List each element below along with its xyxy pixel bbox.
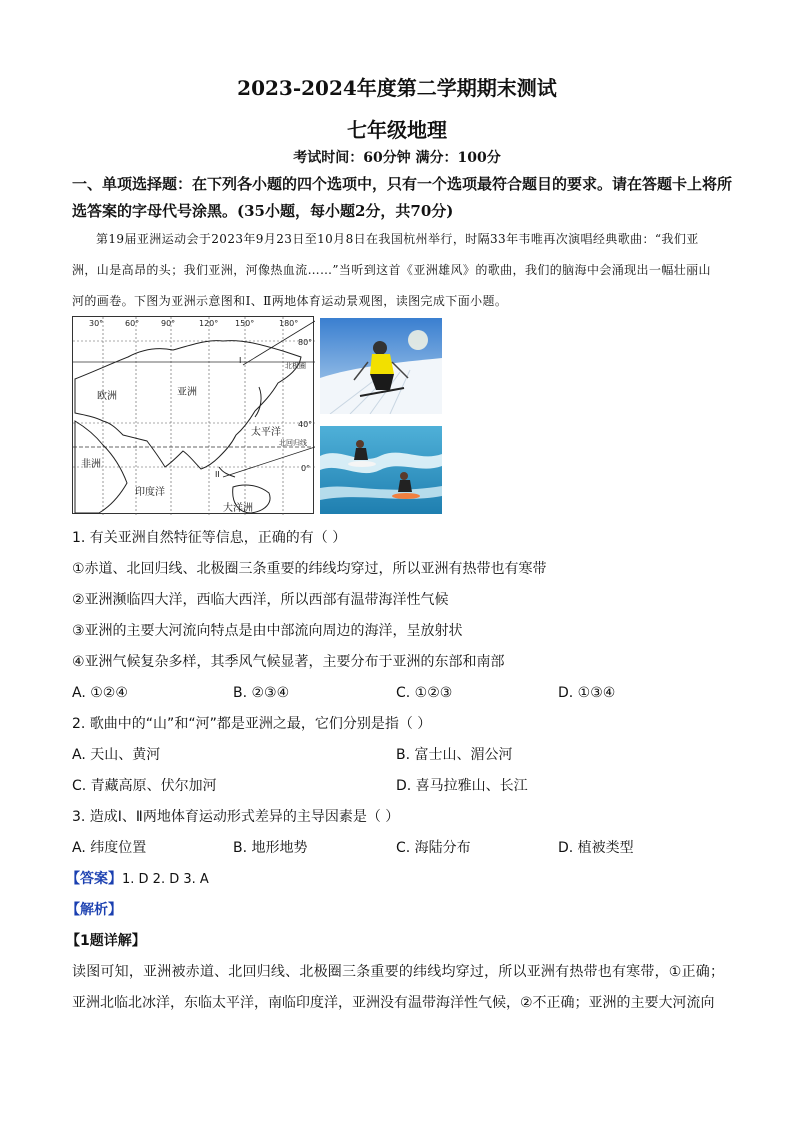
tropic-label: 北回归线: [279, 439, 307, 447]
section-heading: 一、单项选择题：在下列各小题的四个选项中，只有一个选项最符合题目的要求。请在答题卡上将所选答案的字母代号涂黑。(35小题，每小题2分，共70分): [72, 175, 733, 220]
lon-label-180: 180°: [279, 319, 299, 328]
figure-group: [72, 316, 444, 514]
mark-II-label: II: [215, 470, 220, 479]
lat-label-0: 0°: [301, 464, 311, 473]
question-intro: 第19届亚洲运动会于2023年9月23日至10月8日在我国杭州举行，时隔33年韦唯再次演唱经典歌曲：“我们亚洲，山是高昂的头；我们亚洲，河像热血流……”当听到这首《亚洲雄风》的歌曲，我们的脑海中会涌现出一幅壮丽山河的画卷。下图为亚洲示意图和Ⅰ、Ⅱ两地体育运动景观图，读图完成下面小题。: [72, 232, 711, 308]
q1-item-4: ④亚洲气候复杂多样，其季风气候显著，主要分布于亚洲的东部和南部: [72, 654, 505, 670]
asia-coastline: [75, 341, 301, 469]
q1-item-1: ①赤道、北回归线、北极圈三条重要的纬线均穿过，所以亚洲有热带也有寒带: [72, 561, 547, 577]
skier-photo: [320, 318, 442, 414]
analysis-line: [66, 900, 122, 920]
answer-line: [66, 869, 209, 890]
asia-map-svg: [73, 317, 315, 515]
q3-option-d: D. 植被类型: [558, 840, 634, 856]
oceania-label: 大洋洲: [223, 503, 253, 514]
q3-option-c: C. 海陆分布: [396, 840, 471, 856]
q2-option-d: D. 喜马拉雅山、长江: [396, 778, 528, 794]
q2-option-a: A. 天山、黄河: [72, 747, 161, 763]
q1-item-3: ③亚洲的主要大河流向特点是由中部流向周边的海洋，呈放射状: [72, 623, 463, 639]
africa-label: 非洲: [81, 459, 101, 470]
mark-I-label: I: [239, 356, 242, 365]
lon-label-90: 90°: [161, 319, 176, 328]
lon-label-120: 120°: [199, 319, 219, 328]
lon-label-30: 30°: [89, 319, 104, 328]
arctic-circle-label: 北极圈: [285, 362, 306, 370]
lon-label-60: 60°: [125, 319, 140, 328]
analysis-tag: 【解析】: [66, 902, 122, 918]
analysis-paragraph: 读图可知，亚洲被赤道、北回归线、北极圈三条重要的纬线均穿过，所以亚洲有热带也有寒带，①正确；亚洲北临北冰洋，东临太平洋，南临印度洋，亚洲没有温带海洋性气候，②不正确；亚洲的主要大河流向: [72, 964, 724, 1011]
pacific-label: 太平洋: [251, 427, 281, 438]
q1-option-a: A. ①②④: [72, 685, 128, 701]
asia-map: [72, 316, 314, 514]
q1-option-d: D. ①③④: [558, 685, 616, 701]
q2-option-c: C. 青藏高原、伏尔加河: [72, 778, 217, 794]
answer-tag: 【答案】: [66, 871, 122, 887]
lat-label-80: 80°: [298, 338, 313, 347]
exam-title: 2023-2024年度第二学期期末测试: [237, 76, 557, 100]
indian-ocean-label: 印度洋: [135, 487, 165, 498]
exam-info: 考试时间：60分钟 满分：100分: [293, 150, 501, 166]
q1-option-c: C. ①②③: [396, 685, 453, 701]
answer-text: 1. D 2. D 3. A: [122, 872, 209, 887]
lon-label-150: 150°: [235, 319, 255, 328]
lat-label-40: 40°: [298, 420, 313, 429]
surfer-photo: [320, 426, 442, 514]
q1-item-2: ②亚洲濒临四大洋，西临大西洋，所以西部有温带海洋性气候: [72, 592, 449, 608]
q2-stem: 2. 歌曲中的“山”和“河”都是亚洲之最，它们分别是指（ ）: [72, 716, 432, 732]
q1-option-b: B. ②③④: [233, 685, 290, 701]
analysis-subtag: 【1题详解】: [66, 933, 146, 949]
exam-subject: 七年级地理: [347, 118, 447, 142]
asia-label: 亚洲: [177, 387, 197, 398]
q3-stem: 3. 造成Ⅰ、Ⅱ两地体育运动形式差异的主导因素是（ ）: [72, 809, 400, 825]
europe-label: 欧洲: [97, 391, 117, 402]
q3-option-b: B. 地形地势: [233, 840, 308, 856]
q2-option-b: B. 富士山、湄公河: [396, 747, 513, 763]
q1-stem: 1. 有关亚洲自然特征等信息，正确的有（ ）: [72, 530, 347, 546]
q3-option-a: A. 纬度位置: [72, 840, 147, 856]
